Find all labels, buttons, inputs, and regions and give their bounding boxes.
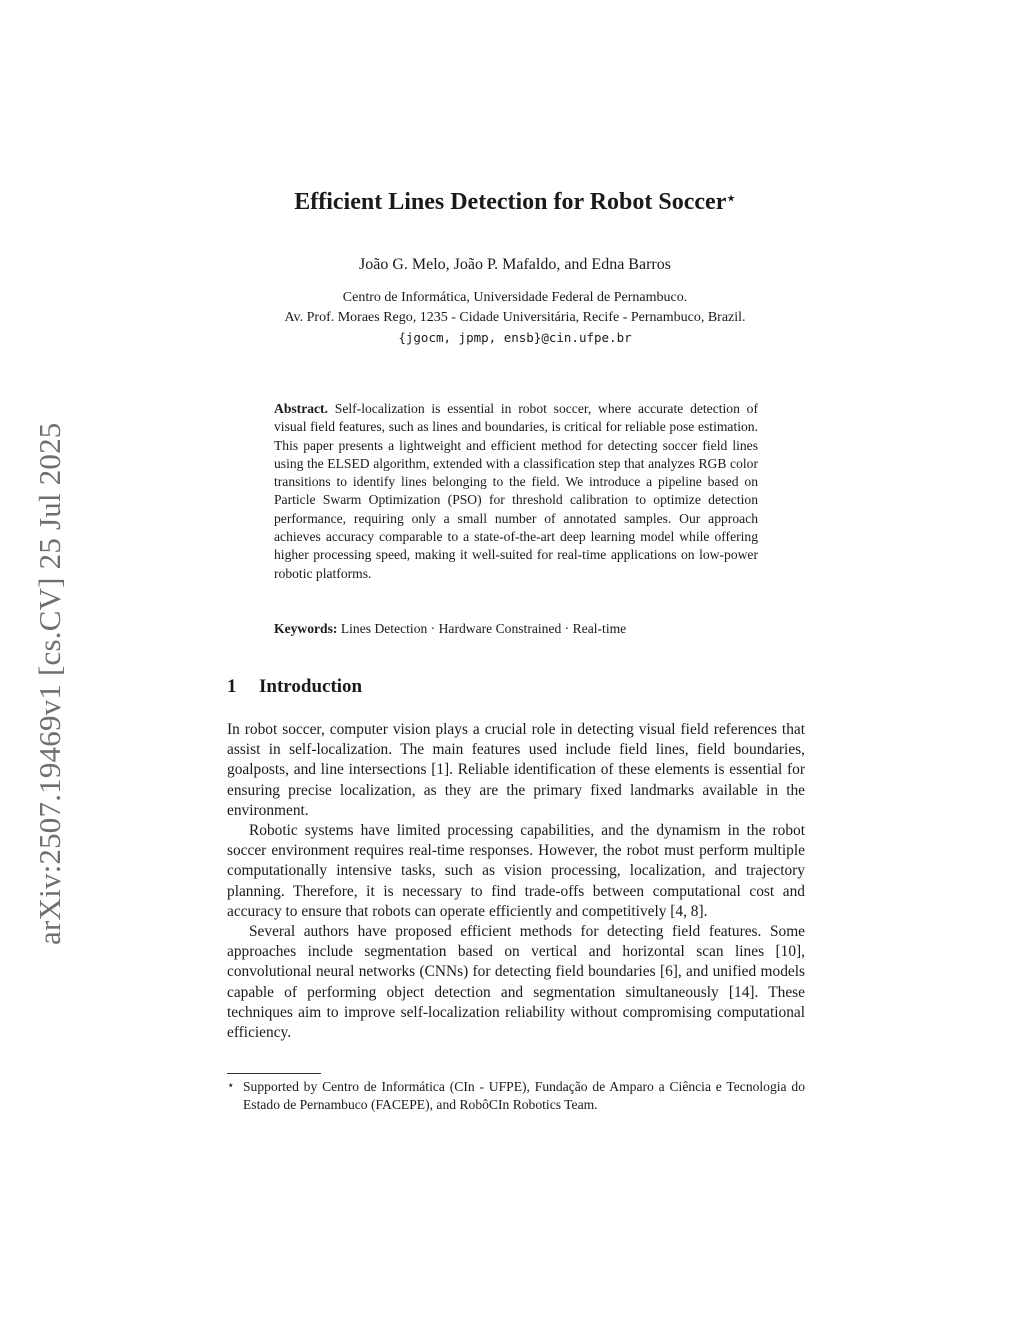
abstract-text: Self-localization is essential in robot soccer, where accurate detection of visual field features, such as lines and boundaries, is critical for reliable pose estimation. This paper presents a lightweight and efficient method for detecting soccer field lines using the ELSED algorithm, extended with a classification step that analyzes RGB color transitions to identify lines belonging to the field. We introduce a pipeline based on Particle Swarm Optimization (PSO) for threshold calibration to optimize detection performance, requiring only a small number of annotated samples. Our approach achieves accuracy comparable to a state-of-the-art deep learning model while offering higher processing speed, making it well-suited for real-time applications on low-power robotic platforms. bbox=[274, 401, 758, 581]
abstract bbox=[274, 400, 758, 583]
title-footnote-mark: ⋆ bbox=[726, 191, 736, 207]
section-title: Introduction bbox=[259, 676, 363, 697]
author-list: João G. Melo, João P. Mafaldo, and Edna Barros bbox=[359, 256, 671, 273]
intro-paragraph-2: Robotic systems have limited processing capabilities, and the dynamism in the robot soccer environment requires real-time responses. However, the robot must perform multiple computationally intensive tasks, such as vision processing, localization, and trajectory planning. Therefore, it is necessary to find trade-offs between computational cost and accuracy to ensure that robots can operate efficiently and competitively [4, 8]. bbox=[227, 822, 805, 920]
footnote-divider bbox=[227, 1073, 321, 1074]
paper-title bbox=[200, 186, 830, 218]
affiliation-block bbox=[200, 288, 830, 348]
footnote-mark: ⋆ bbox=[227, 1078, 235, 1092]
affiliation-line-institution: Centro de Informática, Universidade Federal de Pernambuco. bbox=[342, 290, 688, 305]
keywords-label: Keywords: bbox=[274, 621, 338, 636]
footnote bbox=[227, 1078, 805, 1115]
keywords bbox=[274, 620, 758, 638]
paper-title-text: Efficient Lines Detection for Robot Soccer bbox=[294, 189, 727, 215]
intro-paragraph-1: In robot soccer, computer vision plays a crucial role in detecting visual field references that assist in self-localization. The main features used include field lines, field boundaries, goalposts, and line intersections [1]. Reliable identification of these elements is essential for ensuring precise localization, as they are the primary fixed landmarks available in the environment. bbox=[227, 721, 805, 819]
affiliation-line-address: Av. Prof. Moraes Rego, 1235 - Cidade Universitária, Recife - Pernambuco, Brazil. bbox=[284, 310, 746, 325]
abstract-label: Abstract. bbox=[274, 401, 328, 416]
author-emails: {jgocm, jpmp, ensb}@cin.ufpe.br bbox=[398, 330, 632, 345]
introduction-body bbox=[227, 720, 805, 1043]
footnote-text: Supported by Centro de Informática (CIn - UFPE), Fundação de Amparo a Ciência e Tecnologia do Estado de Pernambuco (FACEPE), and RobôCIn Robotics Team. bbox=[243, 1079, 805, 1113]
arxiv-identifier-stamp: arXiv:2507.19469v1 [cs.CV] 25 Jul 2025 bbox=[32, 422, 67, 945]
section-number: 1 bbox=[227, 676, 237, 697]
keywords-text: Lines Detection · Hardware Constrained · Real-time bbox=[340, 621, 627, 636]
section-heading-introduction bbox=[227, 675, 807, 699]
intro-paragraph-3: Several authors have proposed efficient methods for detecting field features. Some approaches include segmentation based on vertical and horizontal scan lines [10], convolutional neural networks (CNNs) for detecting field boundaries [6], and unified models capable of performing object detection and segmentation simultaneously [14]. These techniques aim to improve self-localization reliability without compromising computational efficiency. bbox=[227, 923, 805, 1042]
